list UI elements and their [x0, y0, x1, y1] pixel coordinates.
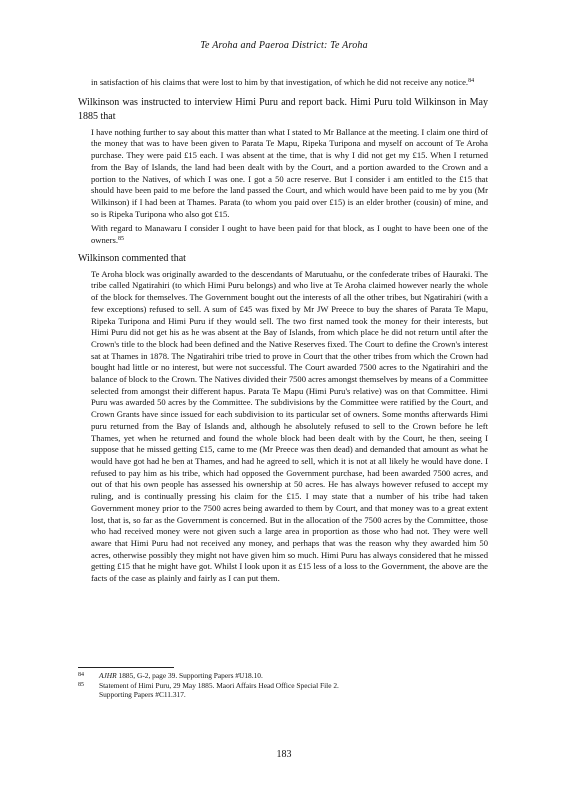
running-header: Te Aroha and Paeroa District: Te Aroha [200, 40, 368, 51]
footnote-divider [78, 667, 174, 668]
quote-paragraph-1: I have nothing further to say about this matter than what I stated to Mr Ballance at the meeting. I claim one third of the money that was to have been given to Parata Te Mapu, Ripeka Turipona and myself on account of Te Aroha purchase. They were paid £15 each. I was absent at the time, that is why I did not get my £15. When I returned from the Bay of Islands, the land had been dealt with by the Court, and a portion awarded to the Crown and a portion to the Natives, of which I was one. I got a 50 acre reserve. But I consider i am entitled to the £15 that should have been paid to me before the land passed the Court, and which would have been paid to me by you (Mr Wilkinson) if I had been at Thames. Parata (to whom you paid over £15) is an elder brother (cousin) of mine, and so is Ripeka Turipona who also got £15. [91, 126, 488, 219]
footnote-ref-84: 84 [468, 78, 475, 84]
footnote-85 [78, 681, 488, 691]
page-body [78, 77, 488, 585]
blockquote-wilkinson [78, 269, 488, 585]
footnote-journal: AJHR [99, 671, 117, 680]
quote-paragraph-2 [91, 223, 488, 246]
quote-paragraph-3: Te Aroha block was originally awarded to the descendants of Marutuahu, or the confederate tribes of Hauraki. The tribe called Ngatirahiri (to which Himi Puru belongs) and who live at Te Aroha claimed however nearly the whole of the block for themselves. The Government bought out the interests of all the other tribes, but Ngatirahiri (with a few exceptions) refused to sell. A sum of £45 was fixed by Mr JW Preece to buy the shares of Parata Te Mapu, Ripeka Turipona and Himi Puru if they would sell. The two first named took the money for their interests, but Himi Puru did not get his as he was absent at the Bay of Islands, from which place he did not return until after the Crown's title to the block had been defined and the Native Reserves fixed. The Court to define the Crown's interest sat at Thames in 1878. The Ngatirahiri tribe tried to prove in Court that the other tribes from which the Crown had bought had little or no interest, but were not successful. The Court awarded 7500 acres to the Ngatirahiri and the balance of block to the Crown. The Natives divided their 7500 acres amongst themselves by means of a Committee selected from amongst their different hapus. Parata Te Mapu (Himi Puru's relative) was on that Committee. Himi Puru was awarded 50 acres by the Committee. The subdivisions by the Committee were ratified by the Court, and Crown Grants have since issued for each subdivision to its particular set of owners. Some months afterwards Himi puru returned from the Bay of Islands and, although he absolutely refused to sell to the Crown before he left Thames, yet when he returned and found the whole block had been dealt with by the Court, he then, seeing I suppose that he missed getting £15, came to me (Mr Preece was then dead) and demanded that amount as what he would have got had he ben at Thames, and had he agreed to sell, which it is not at all likely he would have done. I refused to pay him as his tribe, which had opposed the Government purchase, had been awarded 7500 acres, and out of that his own people has assessed his ownership at 50 acres. He has always however refused to accept my ruling, and is continually pressing his claim for the £15. I may state that a number of his tribe had taken Government money prior to the 7500 acres being awarded to them by Court, and that money was to a great extent lost, that is, so far as the Government is concerned. But in the allocation of the 7500 acres by the Committee, those who had received money were not given such a large area in proportion as those who had not. They were well aware that Himi Puru had not received any money, and perhaps that was the reason why they awarded him 50 acres, otherwise possibly they might not have given him so much. Himi Puru has always considered that he missed getting £15 that he might have got. Whilst I look upon it as £15 less of a loss to the Government, the above are the facts of the case as plainly and fairly as I can put them. [91, 268, 488, 584]
footnote-number: 84 [78, 672, 84, 678]
footnotes [78, 671, 488, 700]
quote-text: With regard to Manawaru I consider I ought to have been paid for that block, as I ought to have been one of the owners. [91, 223, 488, 246]
paragraph-wilkinson-instructed: Wilkinson was instructed to interview Himi Puru and report back. Himi Puru told Wilkinson in May 1885 that [78, 96, 488, 122]
footnote-84 [78, 671, 488, 681]
paragraph-wilkinson-commented: Wilkinson commented that [78, 252, 186, 264]
footnote-ref-85: 85 [117, 236, 124, 243]
page-number: 183 [276, 749, 292, 760]
footnote-citation: 1885, G-2, page 39. Supporting Papers #U18.10. [116, 671, 263, 680]
paragraph-text: in satisfaction of his claims that were lost to him by that investigation, of which he did not receive any notice. [91, 77, 469, 87]
footnote-text [99, 671, 263, 681]
footnote-citation: Statement of Himi Puru, 29 May 1885. Maori Affairs Head Office Special File 2. [99, 680, 339, 690]
footnote-number: 85 [78, 681, 84, 688]
footnote-85-continuation: Supporting Papers #C11.317. [99, 690, 186, 700]
blockquote-himi-puru [78, 127, 488, 247]
paragraph-continuation [78, 77, 488, 89]
